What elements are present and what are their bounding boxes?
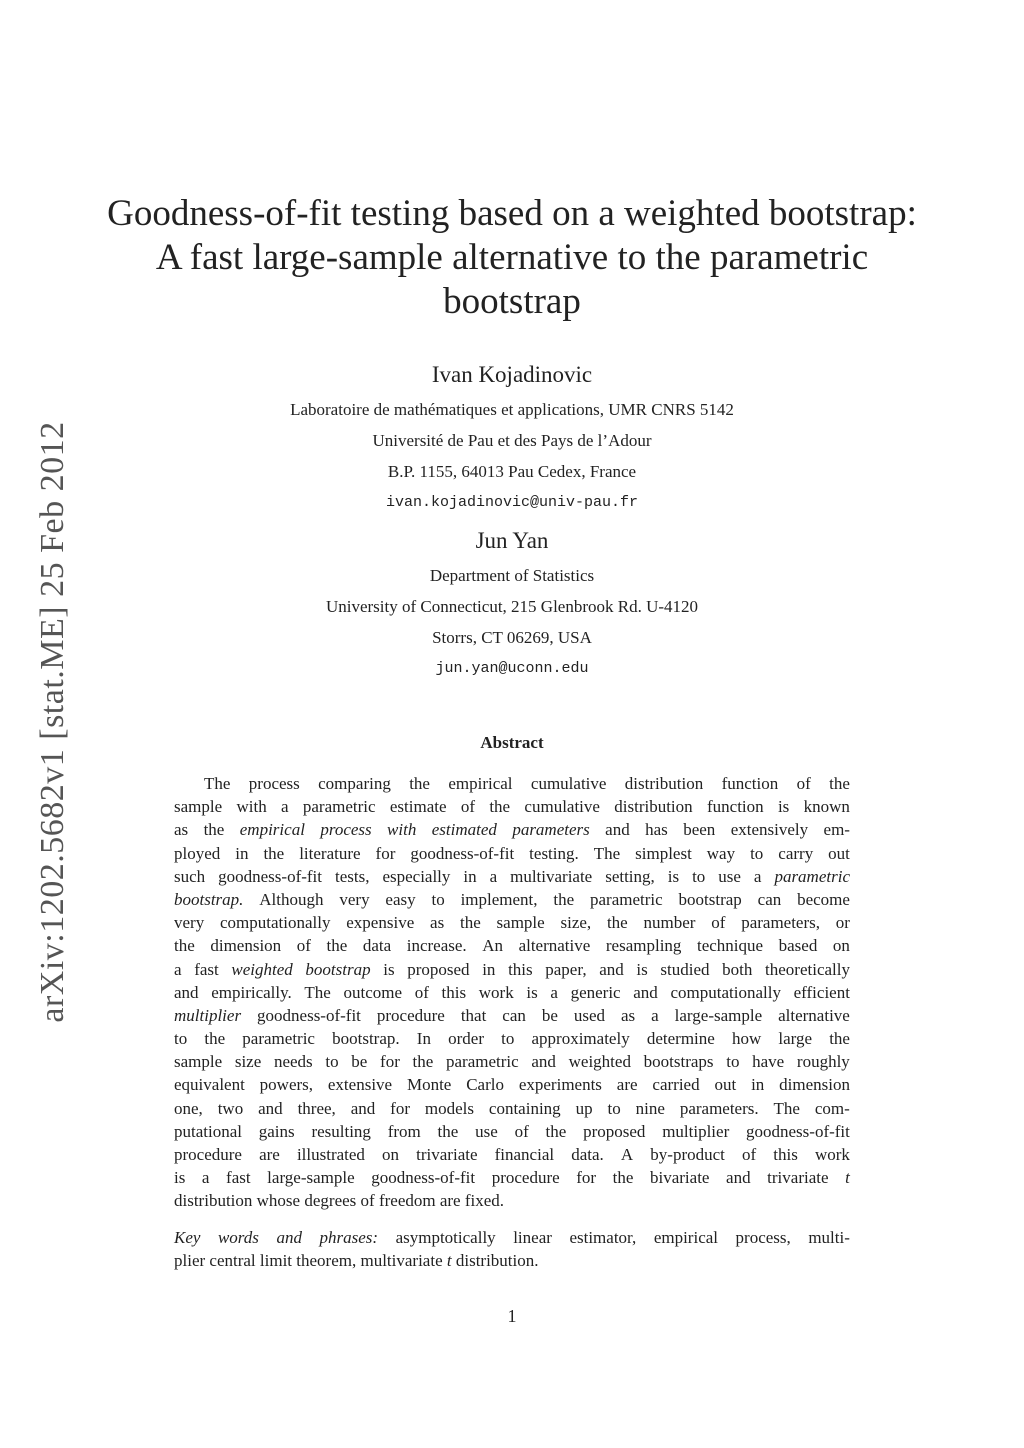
- abstract-heading: Abstract: [480, 733, 544, 752]
- text-line: sample with a parametric estimate of the cumulative distribution function is known: [174, 797, 850, 817]
- title-line: Goodness-of-fit testing based on a weighted bootstrap:: [107, 193, 917, 234]
- author-name: Jun Yan: [475, 528, 549, 553]
- text-line: distribution whose degrees of freedom are fixed.: [174, 1191, 505, 1211]
- text-line: and empirically. The outcome of this work is a generic and computationally efficient: [174, 982, 850, 1002]
- text-line: Key words and phrases: asymptotically linear estimator, empirical process, multi-: [174, 1228, 850, 1247]
- text-line: very computationally expensive as the sample size, the number of parameters, or: [174, 913, 850, 933]
- author-email[interactable]: ivan.kojadinovic@univ-pau.fr: [385, 494, 639, 511]
- text-line: as the empirical process with estimated parameters and has been extensively em-: [174, 820, 850, 840]
- page-number: 1: [507, 1306, 517, 1326]
- text-line: The process comparing the empirical cumulative distribution function of the: [204, 774, 850, 793]
- affiliation-line: Department of Statistics: [429, 566, 595, 585]
- text-line: one, two and three, and for models containing up to nine parameters. The com-: [174, 1098, 850, 1118]
- text-line: a fast weighted bootstrap is proposed in this paper, and is studied both theoretically: [174, 959, 850, 979]
- title-line: bootstrap: [443, 281, 581, 322]
- arxiv-stamp[interactable]: arXiv:1202.5682v1 [stat.ME] 25 Feb 2012: [34, 421, 71, 1023]
- affiliation-line: Storrs, CT 06269, USA: [432, 628, 592, 647]
- text-line: multiplier goodness-of-fit procedure that can be used as a large-sample alternative: [174, 1005, 850, 1025]
- author-email[interactable]: jun.yan@uconn.edu: [435, 660, 589, 677]
- title-line: A fast large-sample alternative to the parametric: [155, 237, 869, 278]
- keywords: [174, 1226, 850, 1272]
- affiliation-line: University of Connecticut, 215 Glenbrook Rd. U-4120: [325, 597, 699, 616]
- text-line: procedure are illustrated on trivariate financial data. A by-product of this work: [174, 1145, 850, 1164]
- affiliation-line: Université de Pau et des Pays de l’Adour: [372, 431, 652, 450]
- author-block-kojadinovic: [100, 360, 924, 518]
- abstract-body: [174, 772, 850, 1213]
- text-line: equivalent powers, extensive Monte Carlo experiments are carried out in dimension: [174, 1075, 850, 1095]
- text-line: sample size needs to be for the parametric and weighted bootstraps to have roughly: [174, 1052, 850, 1072]
- text-line: bootstrap. Although very easy to implement, the parametric bootstrap can become: [174, 889, 850, 909]
- paper-title: [100, 192, 924, 324]
- text-line: such goodness-of-fit tests, especially in a multivariate setting, is to use a parametric: [174, 866, 850, 886]
- text-line: is a fast large-sample goodness-of-fit procedure for the bivariate and trivariate t: [174, 1168, 850, 1188]
- text-line: ployed in the literature for goodness-of-fit testing. The simplest way to carry out: [174, 843, 850, 863]
- author-block-yan: [100, 526, 924, 684]
- text-line: plier central limit theorem, multivariate t distribution.: [174, 1251, 539, 1271]
- author-name: Ivan Kojadinovic: [431, 362, 593, 387]
- affiliation-line: Laboratoire de mathématiques et applications, UMR CNRS 5142: [290, 400, 734, 419]
- text-line: the dimension of the data increase. An alternative resampling technique based on: [174, 936, 850, 956]
- text-line: putational gains resulting from the use of the proposed multiplier goodness-of-fit: [174, 1121, 850, 1141]
- text-line: to the parametric bootstrap. In order to approximately determine how large the: [174, 1029, 850, 1049]
- affiliation-line: B.P. 1155, 64013 Pau Cedex, France: [387, 462, 637, 481]
